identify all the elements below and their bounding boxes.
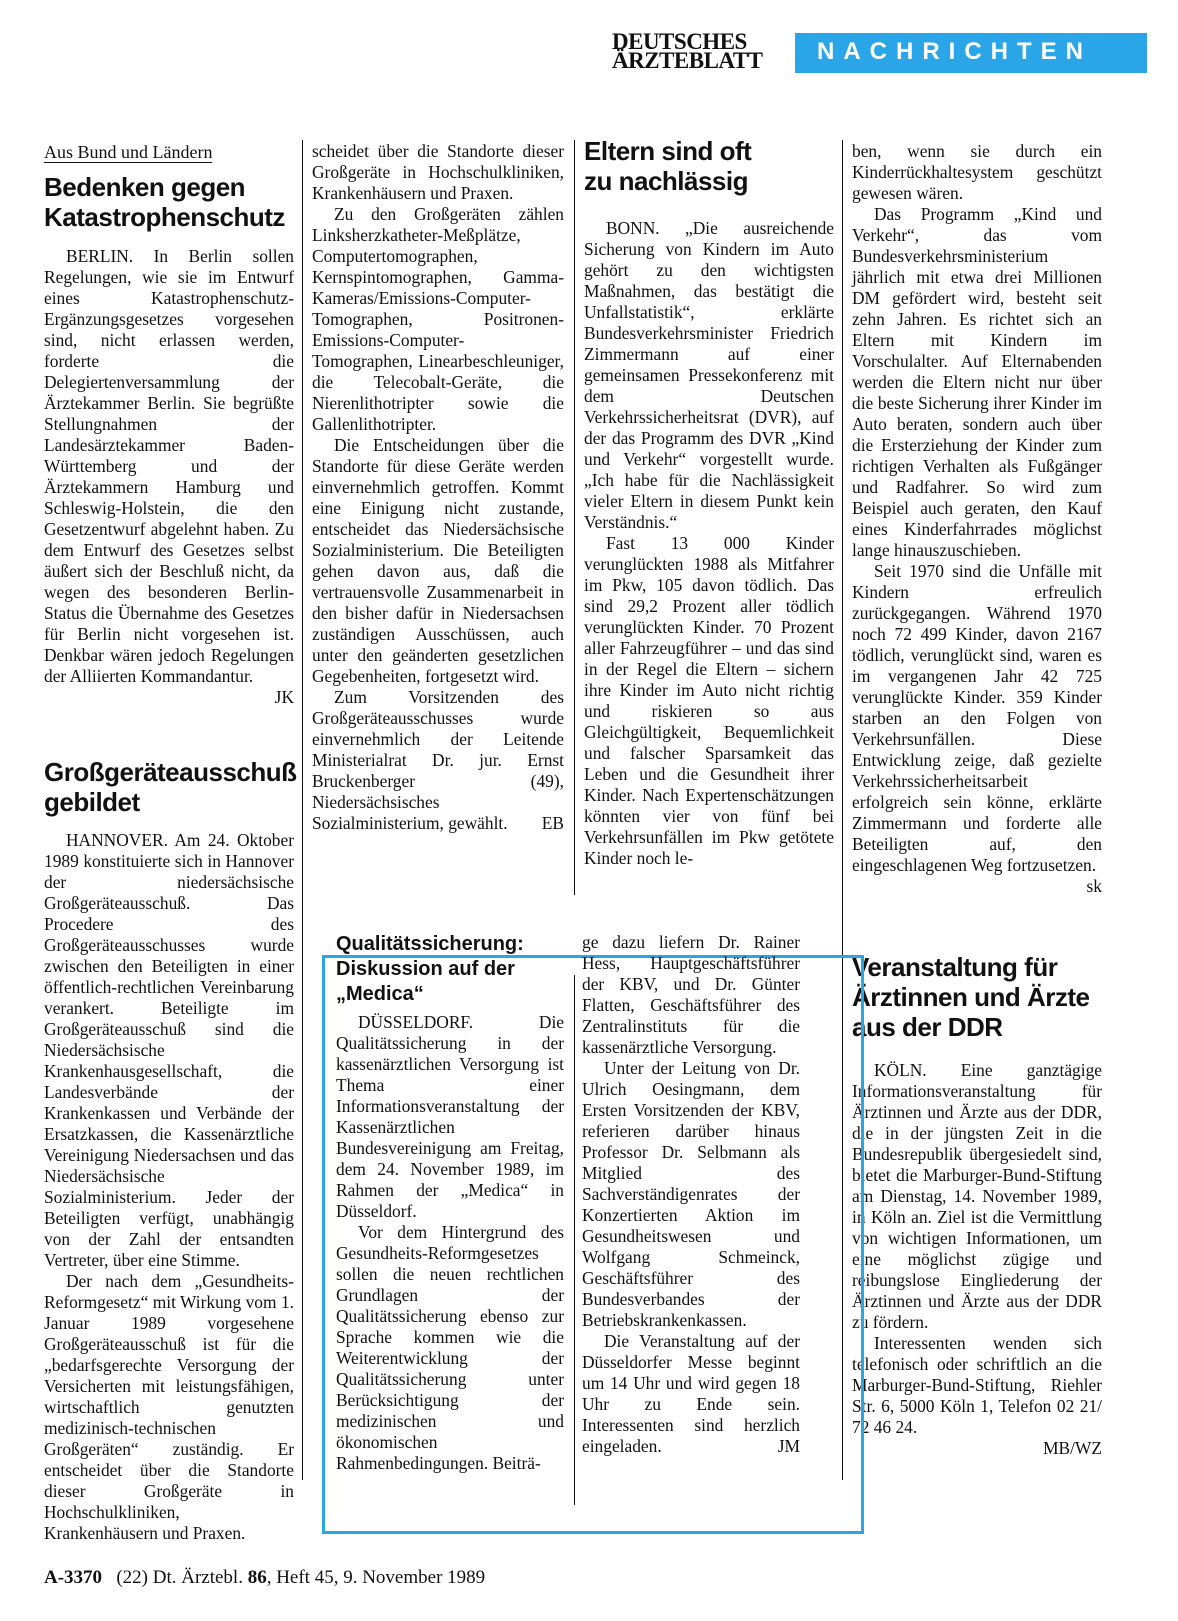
article-paragraph: Die Entscheidungen über die Standorte für diese Geräte werden einvernehmlich getroffen. Kommt eine Einigung nicht zustande, entscheidet das Niedersächsische Sozialministerium. Die Beteiligten gehen davon aus, daß die vertrauensvolle Zusammenarbeit in den bisher dafür in Niedersachsen zuständigen Ausschüssen, auch unter den geänderten gesetzlichen Gegebenheiten, fortgesetzt wird. [312, 435, 564, 686]
article-body [336, 1012, 564, 1474]
article-paragraph: ge dazu liefern Dr. Rainer Hess, Hauptgeschäftsführer der KBV, und Dr. Günter Flatten, Geschäftsführer des Zentralinstituts für die kassenärztliche Versorgung. [582, 932, 800, 1057]
article-headline: Qualitätssicherung: Diskussion auf der „Medica“ [336, 933, 524, 1005]
column-divider [574, 140, 575, 895]
article-paragraph: Zum Vorsitzenden des Großgeräteausschusses wurde einvernehmlich der Leitende Ministerialrat Dr. jur. Ernst Bruckenberger (49), Niedersächsisches Sozialministerium, gewählt. EB [312, 687, 564, 833]
author-signature: EB [541, 813, 564, 833]
issue-prefix: (22) Dt. Ärztebl. [116, 1567, 243, 1588]
article-paragraph: Die Veranstaltung auf der Düsseldorfer Messe beginnt um 14 Uhr und wird gegen 18 Uhr zu Ende sein. Interessenten sind herzlich eingeladen. JM [582, 1331, 800, 1456]
article-paragraph: HANNOVER. Am 24. Oktober 1989 konstituierte sich in Hannover der niedersächsische Großgeräteausschuß. Das Procedere des Großgeräteausschusses wurde zwischen den Beteiligten in einer öffentlich-rechtlichen Vereinbarung verankert. Beteiligte im Großgeräteausschuß sind die Niedersächsische Krankenhausgesellschaft, die Landesverbände der Krankenkassen und Verbände der Ersatzkassen, die Kassenärztliche Vereinigung Niedersachsen und das Niedersächsische Sozialministerium. Jeder der Beteiligten verfügt, unabhängig von der Zahl der entsandten Vertreter, über eine Stimme. [44, 830, 294, 1270]
article-paragraph: DÜSSELDORF. Die Qualitätssicherung in der kassenärztlichen Versorgung ist Thema einer Informationsveranstaltung der Kassenärztlichen Bundesvereinigung am Freitag, dem 24. November 1989, im Rahmen der „Medica“ in Düsseldorf. [336, 1012, 564, 1221]
article-paragraph: Interessenten wenden sich telefonisch oder schriftlich an die Marburger-Bund-Stiftung, Riehler Str. 6, 5000 Köln 1, Telefon 02 21/ 72 46 24. [852, 1333, 1102, 1437]
article-paragraph: Zu den Großgeräten zählen Linksherzkatheter-Meßplätze, Computertomographen, Kernspintomographen, Gamma-Kameras/Emissions-Computer-Tomographen, Positronen-Emissions-Computer-Tomographen, Linearbeschleuniger, die Telecobalt-Geräte, die Nierenlithotripter sowie die Gallenlithotripter. [312, 204, 564, 434]
issue-details: , Heft 45, 9. November 1989 [266, 1567, 486, 1588]
author-signature: MB/WZ [1043, 1438, 1102, 1458]
article-headline: Eltern sind oft zu nachlässig [584, 136, 752, 196]
article-paragraph: scheidet über die Standorte dieser Großgeräte in Hochschulkliniken, Krankenhäusern und Praxen. [312, 141, 564, 203]
author-signature: JK [274, 687, 294, 707]
article-headline: Bedenken gegen Katastrophenschutz [44, 172, 285, 232]
article-body [44, 246, 294, 708]
column-divider [574, 975, 575, 1505]
author-signature: JM [777, 1436, 800, 1456]
article-body [584, 218, 834, 869]
article-paragraph: BERLIN. In Berlin sollen Regelungen, wie sie im Entwurf eines Katastrophenschutz-Ergänzungsgesetzes vorgesehen sind, nicht erlassen werden, forderte die Delegiertenversammlung der Ärztekammer Berlin. Sie begrüßte Stellungnahmen der Landesärztekammer Baden-Württemberg und der Ärztekammern Hamburg und Schleswig-Holstein, die den Gesetzentwurf abgelehnt haben. Zu dem Entwurf des Gesetzes selbst äußert sich der Beschluß nicht, da wegen des besonderen Berlin-Status die Übernahme des Gesetzes für Berlin nicht vorgesehen ist. Denkbar wären jedoch Regelungen der Alliierten Kommandantur. [44, 246, 294, 686]
article-paragraph: Der nach dem „Gesundheits-Reformgesetz“ mit Wirkung vom 1. Januar 1989 vorgesehene Großgeräteausschuß ist für die „bedarfsgerechte Versorgung der Versicherten mit leistungsfähigen, wirtschaftlich genutzten medizinisch-technischen Großgeräten“ zuständig. Er entscheidet über die Standorte dieser Großgeräte in Hochschulkliniken, Krankenhäusern und Praxen. [44, 1271, 294, 1543]
section-kicker: Aus Bund und Ländern [44, 142, 213, 162]
page-footer [44, 1567, 485, 1589]
page-number: A-3370 [44, 1567, 103, 1588]
article-paragraph: Das Programm „Kind und Verkehr“, das vom Bundesverkehrsministerium jährlich mit etwa drei Millionen DM gefördert wird, besteht seit zehn Jahren. Es richtet sich an Eltern mit Kindern im Vorschulalter. Auf Elternabenden werden die Eltern nicht nur über die beste Sicherung ihrer Kinder im Auto beraten, sondern auch über die Ersterziehung der Kinder zum richtigen Verhalten als Fußgänger und Radfahrer. So wird zum Beispiel auch geraten, den Kauf eines Kinderfahrrades möglichst lange hinauszuschieben. [852, 204, 1102, 560]
masthead-line-1: DEUTSCHES [612, 29, 747, 54]
author-signature: sk [1086, 876, 1102, 896]
article-body-continued [312, 141, 564, 834]
article-headline: Veranstaltung für Ärztinnen und Ärzte aus der DDR [852, 952, 1090, 1042]
article-body-continued [582, 932, 800, 1457]
volume-number: 86 [247, 1567, 267, 1588]
article-paragraph: Vor dem Hintergrund des Gesundheits-Reformgesetzes sollen die neuen rechtlichen Grundlagen der Qualitätssicherung ebenso zur Sprache kommen wie die Weiterentwicklung der Qualitätssicherung unter Berücksichtigung der medizinischen und ökonomischen Rahmenbedingungen. Beiträ- [336, 1222, 564, 1473]
masthead-line-2: ÄRZTEBLATT [612, 48, 763, 73]
article-body [44, 830, 294, 1544]
article-paragraph: ben, wenn sie durch ein Kinderrückhaltesystem geschützt gewesen wären. [852, 141, 1102, 203]
article-body [852, 1060, 1102, 1459]
section-banner [795, 33, 1147, 73]
article-paragraph: BONN. „Die ausreichende Sicherung von Kindern im Auto gehört zu den wichtigsten Maßnahmen, das bestätigt die Unfallstatistik“, erklärte Bundesverkehrsminister Friedrich Zimmermann auf einer gemeinsamen Pressekonferenz mit dem Deutschen Verkehrssicherheitsrat (DVR), auf der das Programm des DVR „Kind und Verkehr“ vorgestellt wurde. „Ich habe für die Nachlässigkeit vieler Eltern in diesem Punkt kein Verständnis.“ [584, 218, 834, 532]
section-title: NACHRICHTEN [817, 38, 1092, 65]
article-headline: Großgeräteausschuß gebildet [44, 757, 297, 817]
column-divider [302, 140, 303, 1480]
article-paragraph: Seit 1970 sind die Unfälle mit Kindern erfreulich zurückgegangen. Während 1970 noch 72 499 Kinder, davon 2167 tödlich, verunglückt sind, waren es im vergangenen Jahr 42 725 verunglückte Kinder. 359 Kinder starben an den Folgen von Verkehrsunfällen. Diese Entwicklung zeige, daß gezielte Verkehrssicherheitsarbeit erfolgreich sein könne, erklärte Zimmermann und forderte alle Beteiligten auf, den eingeschlagenen Weg fortzusetzen. sk [852, 561, 1102, 896]
article-body-continued [852, 141, 1102, 897]
article-paragraph: Fast 13 000 Kinder verunglückten 1988 als Mitfahrer im Pkw, 105 davon tödlich. Das sind 29,2 Prozent aller tödlich verunglückten Kinder. 70 Prozent aller Fahrzeugführer – und das sind in der Regel die Eltern – sichern ihre Kinder im Auto nicht richtig und riskieren so aus Gleichgültigkeit, Bequemlichkeit und falscher Sparsamkeit das Leben und die Gesundheit ihrer Kinder. Nach Expertenschätzungen könnten vier von fünf bei Verkehrsunfällen im Pkw getötete Kinder noch le- [584, 533, 834, 868]
masthead-logo [612, 29, 784, 73]
article-paragraph: Unter der Leitung von Dr. Ulrich Oesingmann, dem Ersten Vorsitzenden der KBV, referieren darüber hinaus Professor Dr. Selbmann als Mitglied des Sachverständigenrates der Konzertierten Aktion im Gesundheitswesen und Wolfgang Schmeinck, Geschäftsführer des Bundesverbandes der Betriebskrankenkassen. [582, 1058, 800, 1330]
article-paragraph: KÖLN. Eine ganztägige Informationsveranstaltung für Ärztinnen und Ärzte aus der DDR, die in der jüngsten Zeit in die Bundesrepublik übergesiedelt sind, bietet die Marburger-Bund-Stiftung am Dienstag, 14. November 1989, in Köln an. Ziel ist die Vermittlung von wichtigen Informationen, um eine möglichst zügige und reibungslose Eingliederung der Ärztinnen und Ärzte aus der DDR zu fördern. [852, 1060, 1102, 1332]
